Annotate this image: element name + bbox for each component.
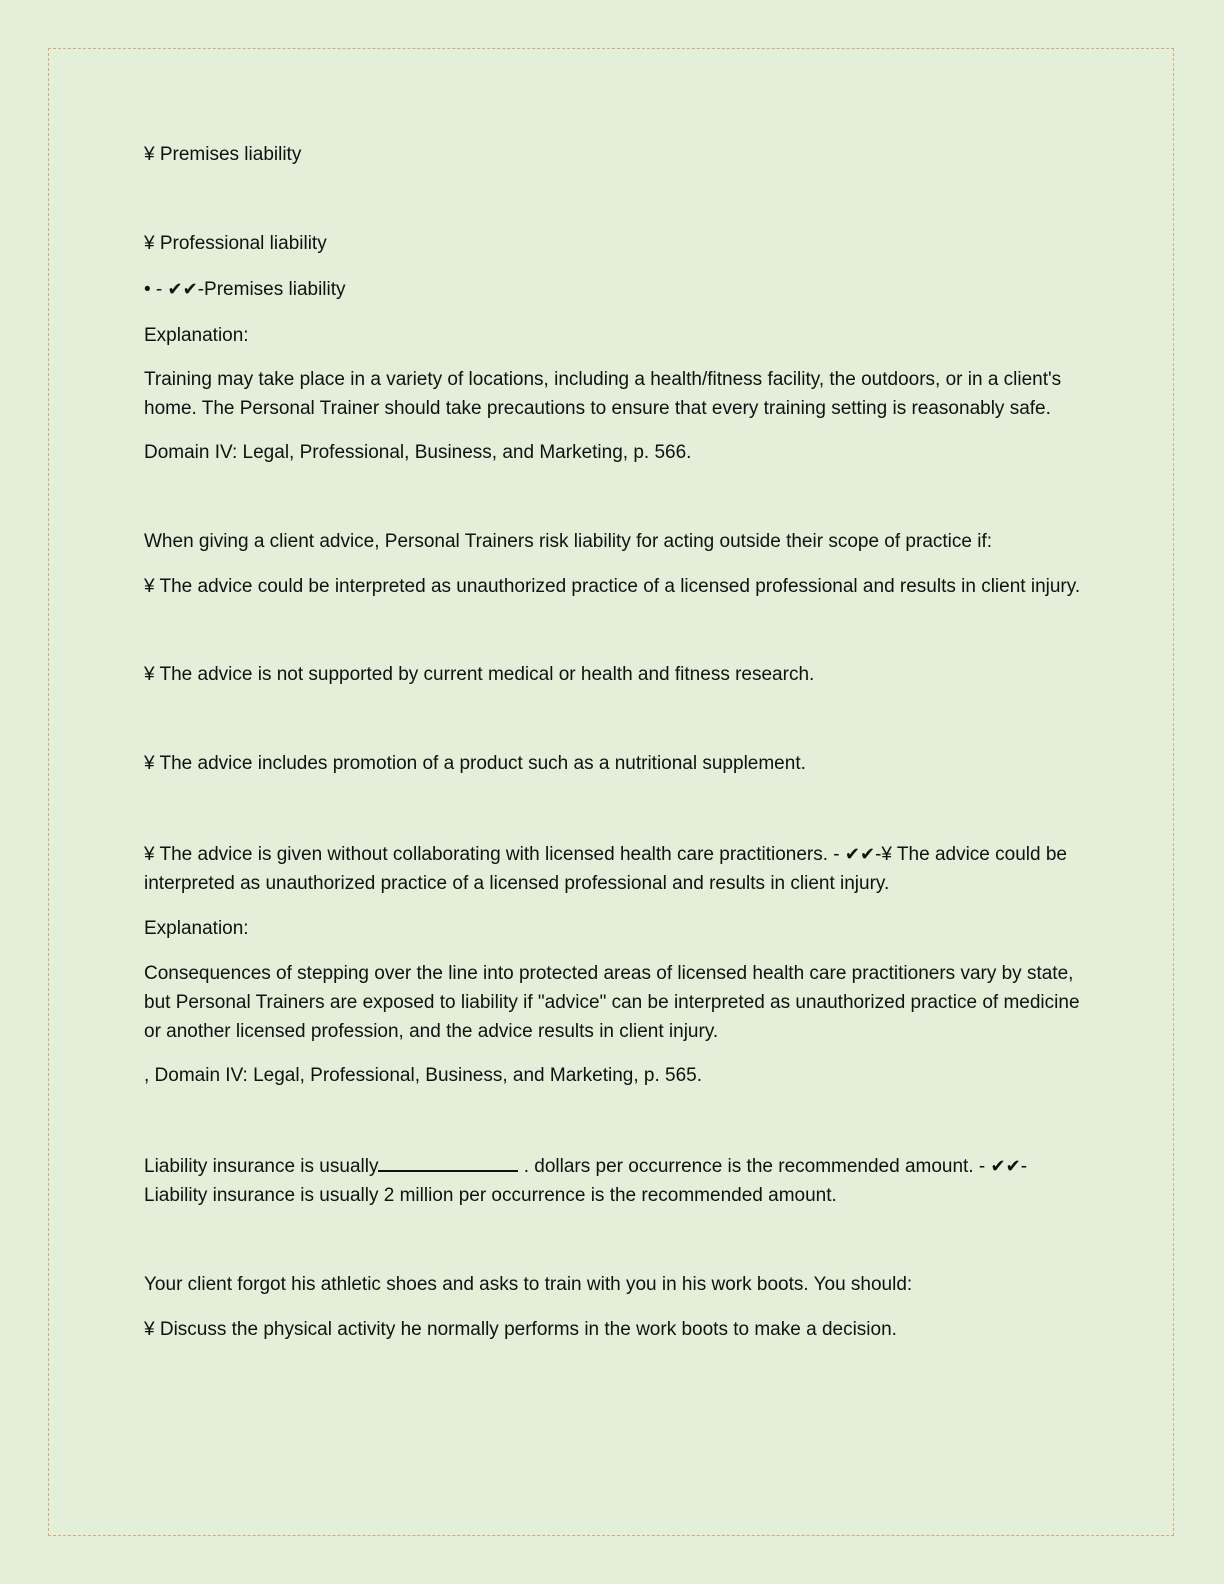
check-icon: ✔✔ [990, 1156, 1021, 1177]
document-body [144, 140, 1084, 1344]
question-text-cont: . dollars per occurrence is the recommended amount. - [518, 1156, 991, 1177]
domain-reference-2: , Domain IV: Legal, Professional, Business, and Marketing, p. 565. [144, 1065, 702, 1086]
question-2: When giving a client advice, Personal Trainers risk liability for acting outside their scope of practice if: [144, 531, 993, 552]
option-not-supported: ¥ The advice is not supported by current medical or health and fitness research. [144, 664, 815, 685]
answer-prefix: ¥ The advice is given without collaborating with licensed health care practitioners. - [144, 844, 845, 865]
check-icon: ✔✔ [844, 844, 876, 865]
explanation-text-2: Consequences of stepping over the line into protected areas of licensed health care practitioners vary by state, but Personal Trainers are exposed to liability if "advice" can be interpreted as unauthorized practice of medicine or another licensed profession, and the advice results in client injury. [144, 963, 1080, 1042]
answer-line-1 [144, 275, 1084, 304]
answer-text: -¥ The advice could be interpreted as unauthorized practice of a licensed professional and results in client injury. [144, 844, 1067, 894]
domain-reference-1: Domain IV: Legal, Professional, Business, and Marketing, p. 566. [144, 442, 692, 463]
check-icon: ✔✔ [167, 279, 198, 300]
explanation-label-2: Explanation: [144, 918, 249, 939]
answer-text: -Premises liability [197, 279, 346, 300]
answer-line-2 [144, 840, 1084, 898]
question-3 [144, 1152, 1084, 1210]
option-unauthorized-practice: ¥ The advice could be interpreted as unauthorized practice of a licensed professional and results in client injury. [144, 576, 1081, 597]
answer-text: -Liability insurance is usually 2 million per occurrence is the recommended amount. [144, 1156, 1028, 1206]
option-product-promotion: ¥ The advice includes promotion of a product such as a nutritional supplement. [144, 753, 806, 774]
fill-in-blank [378, 1154, 518, 1172]
explanation-text-1: Training may take place in a variety of locations, including a health/fitness facility, the outdoors, or in a client's home. The Personal Trainer should take precautions to ensure that every training setting is reasonably safe. [144, 369, 1062, 419]
option-discuss-activity: ¥ Discuss the physical activity he normally performs in the work boots to make a decision. [144, 1319, 897, 1340]
option-premises-liability: ¥ Premises liability [144, 144, 302, 165]
option-professional-liability: ¥ Professional liability [144, 233, 327, 254]
question-text: Liability insurance is usually [144, 1156, 379, 1177]
explanation-label-1: Explanation: [144, 325, 249, 346]
answer-prefix: • - [144, 279, 168, 300]
question-4: Your client forgot his athletic shoes and asks to train with you in his work boots. You should: [144, 1274, 913, 1295]
